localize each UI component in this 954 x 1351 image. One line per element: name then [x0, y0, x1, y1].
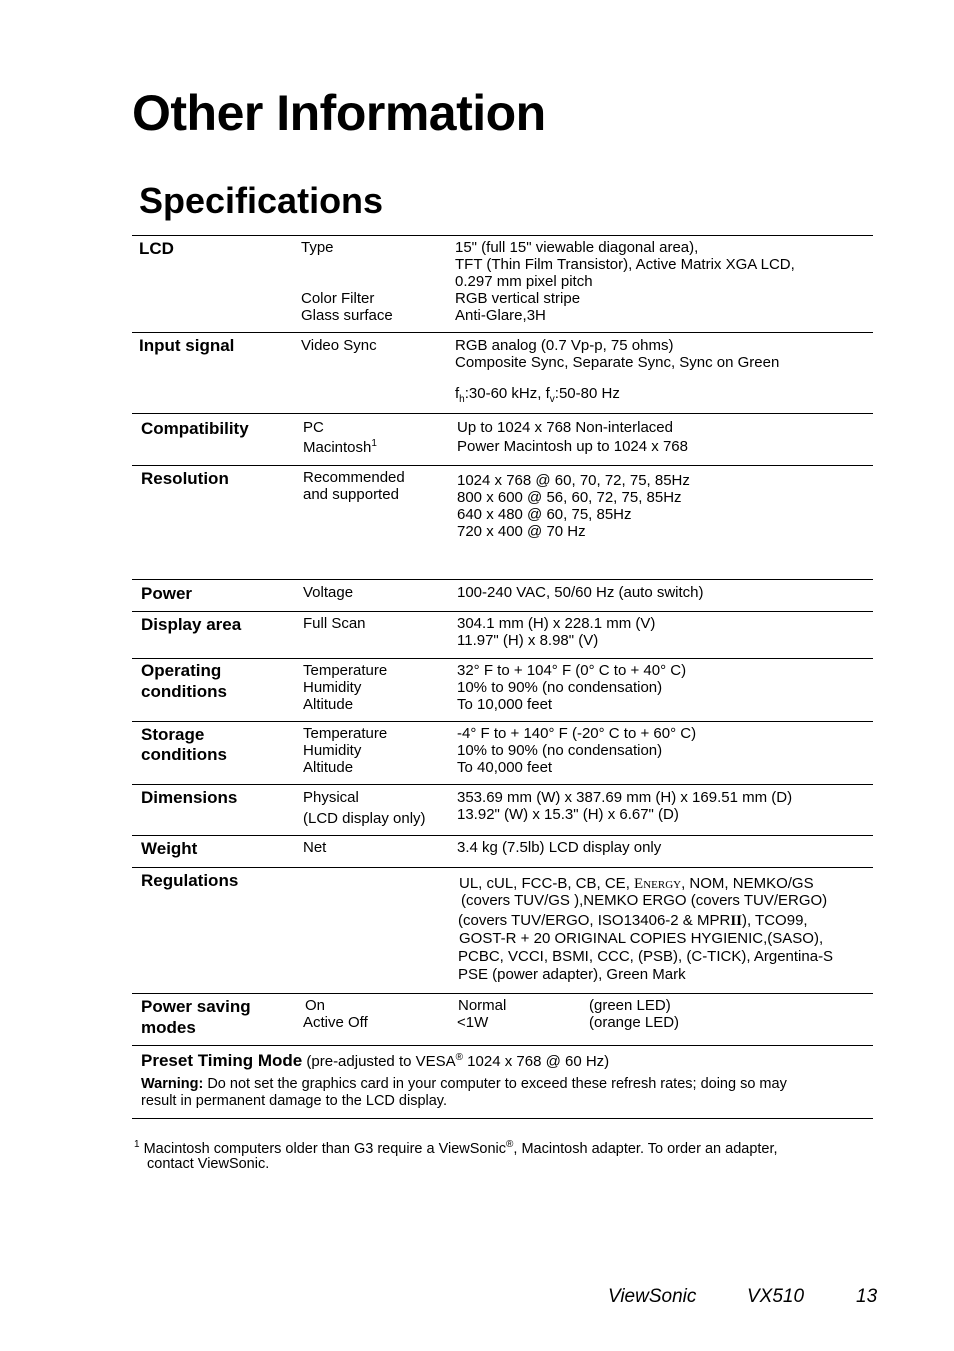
power-label: Voltage [303, 584, 354, 601]
res-value: 1024 x 768 @ 60, 70, 72, 75, 85Hz [457, 472, 690, 489]
res-value: 640 x 480 @ 60, 75, 85Hz [457, 506, 632, 523]
lcd-value: RGB vertical stripe [455, 290, 581, 307]
lcd-value: 0.297 mm pixel pitch [455, 273, 593, 290]
dimensions-value: 13.92" (W) x 15.3" (H) x 6.67" (D) [457, 806, 679, 823]
saving-label: Active Off [303, 1014, 368, 1031]
regulations-line: PCBC, VCCI, BSMI, CCC, (PSB), (C-TICK), Argentina-S [458, 948, 834, 965]
power-value: 100-240 VAC, 50/60 Hz (auto switch) [457, 584, 704, 601]
regulations-line: GOST-R + 20 ORIGINAL COPIES HYGIENIC,(SASO), [459, 930, 824, 947]
preset-timing: Preset Timing Mode (pre-adjusted to VESA® 1024 x 768 @ 60 Hz) [141, 1051, 610, 1070]
warning-text: Warning: Do not set the graphics card in your computer to exceed these refresh rates; doing so may [141, 1076, 787, 1092]
dimensions-category: Dimensions [141, 788, 238, 807]
footer-page-number: 13 [856, 1286, 878, 1307]
operating-value: 10% to 90% (no condensation) [457, 679, 663, 696]
compat-label: Macintosh$^1$ [303, 438, 377, 456]
storage-label: Humidity [303, 742, 362, 759]
display-label: Full Scan [303, 615, 366, 632]
saving-category: Power saving [141, 997, 251, 1016]
weight-label: Net [303, 839, 327, 856]
row-divider [132, 465, 873, 466]
saving-category: modes [141, 1018, 196, 1037]
saving-led: (orange LED) [589, 1014, 680, 1031]
lcd-type-label: Type [301, 239, 334, 256]
footer-brand: ViewSonic [608, 1286, 697, 1307]
weight-category: Weight [141, 839, 198, 858]
footer-model: VX510 [747, 1286, 805, 1307]
row-divider [132, 658, 873, 659]
row-divider [132, 721, 873, 722]
row-divider [132, 332, 873, 333]
input-frequency: $f_h:30-60$ kHz, $f_v:50-80$ Hz [455, 385, 620, 405]
operating-value: To 10,000 feet [457, 696, 553, 713]
operating-label: Temperature [303, 662, 388, 679]
regulations-line: PSE (power adapter), Green Mark [458, 966, 686, 983]
dimensions-value: 353.69 mm (W) x 387.69 mm (H) x 169.51 mm (D) [457, 789, 793, 806]
input-label: Video Sync [301, 337, 377, 354]
lcd-glass-label: Glass surface [301, 307, 393, 324]
footnote: contact ViewSonic. [147, 1156, 270, 1172]
input-value: Composite Sync, Separate Sync, Sync on Green [455, 354, 780, 371]
lcd-value: Anti-Glare,3H [455, 307, 546, 324]
compat-value: Up to 1024 x 768 Non-interlaced [457, 419, 673, 436]
section-title: Specifications [139, 180, 384, 221]
row-divider [132, 835, 873, 836]
storage-label: Temperature [303, 725, 388, 742]
warning-text: result in permanent damage to the LCD display. [141, 1093, 448, 1109]
row-divider [132, 579, 873, 580]
storage-value: 10% to 90% (no condensation) [457, 742, 663, 759]
res-label: Recommended [303, 469, 405, 486]
display-category: Display area [141, 615, 242, 634]
saving-value: Normal [458, 997, 507, 1014]
saving-value: <1W [457, 1014, 489, 1031]
page-title: Other Information [132, 85, 546, 141]
regulations-category: Regulations [141, 871, 239, 890]
saving-led: (green LED) [589, 997, 671, 1014]
weight-value: 3.4 kg (7.5lb) LCD display only [457, 839, 662, 856]
lcd-value: 15" (full 15" viewable diagonal area), [455, 239, 699, 256]
res-value: 720 x 400 @ 70 Hz [457, 523, 586, 540]
operating-category: Operating [141, 661, 222, 680]
row-divider [132, 1045, 873, 1046]
lcd-value: TFT (Thin Film Transistor), Active Matrix XGA LCD, [455, 256, 795, 273]
storage-value: To 40,000 feet [457, 759, 553, 776]
row-divider [132, 993, 873, 994]
regulations-line: (covers TUV/ERGO, ISO13406-2 & MPRII), TCO99, [458, 912, 808, 929]
compat-value: Power Macintosh up to 1024 x 768 [457, 438, 688, 455]
storage-category: Storage [141, 725, 205, 744]
display-value: 11.97" (H) x 8.98" (V) [457, 632, 599, 649]
storage-category: conditions [141, 745, 227, 764]
operating-label: Altitude [303, 696, 354, 713]
row-divider [132, 413, 873, 414]
input-category: Input signal [139, 336, 235, 355]
dimensions-label: Physical [303, 789, 359, 806]
row-divider [132, 784, 873, 785]
display-value: 304.1 mm (H) x 228.1 mm (V) [457, 615, 656, 632]
row-divider [132, 867, 873, 868]
storage-label: Altitude [303, 759, 354, 776]
input-value: RGB analog (0.7 Vp-p, 75 ohms) [455, 337, 674, 354]
regulations-line: (covers TUV/GS ),NEMKO ERGO (covers TUV/ERGO) [461, 892, 828, 909]
res-label: and supported [303, 486, 399, 503]
row-divider [132, 611, 873, 612]
footnote: $^1$ Macintosh computers older than G3 require a ViewSonic®, Macintosh adapter. To order an adapter, [134, 1139, 778, 1157]
power-category: Power [141, 584, 193, 603]
storage-value: -4° F to + 140° F (-20° C to + 60° C) [457, 725, 697, 742]
operating-category: conditions [141, 682, 227, 701]
res-category: Resolution [141, 469, 229, 488]
compat-category: Compatibility [141, 419, 249, 438]
lcd-category: LCD [139, 239, 174, 258]
lcd-filter-label: Color Filter [301, 290, 375, 307]
row-divider [132, 1118, 873, 1119]
operating-value: 32° F to + 104° F (0° C to + 40° C) [457, 662, 687, 679]
saving-label: On [305, 997, 326, 1014]
dimensions-label: (LCD display only) [303, 810, 426, 827]
compat-label: PC [303, 419, 324, 436]
row-divider [132, 235, 873, 236]
operating-label: Humidity [303, 679, 362, 696]
res-value: 800 x 600 @ 56, 60, 72, 75, 85Hz [457, 489, 682, 506]
regulations-line: UL, cUL, FCC-B, CB, CE, Energy, NOM, NEMKO/GS [459, 875, 814, 892]
